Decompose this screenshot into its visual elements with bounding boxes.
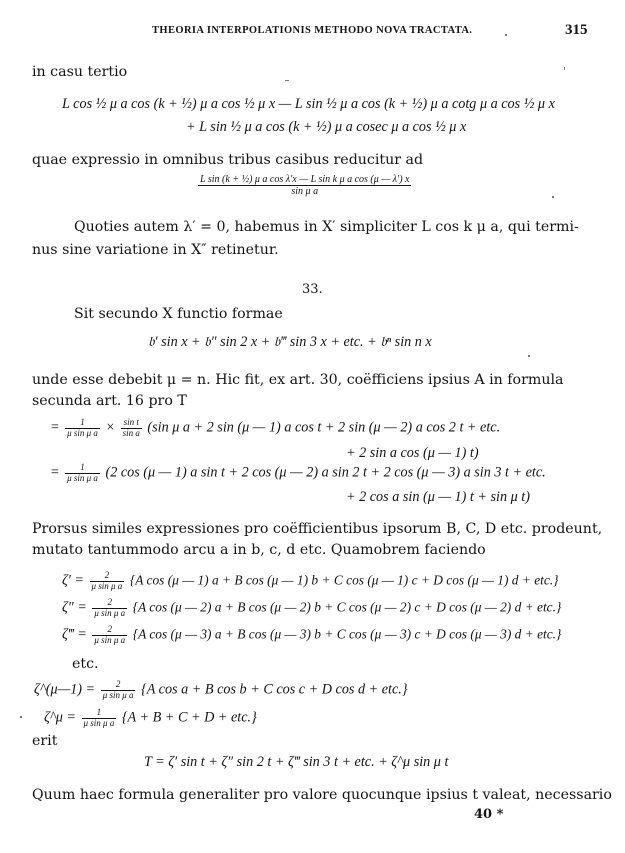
lhs: ζ^μ =	[44, 709, 76, 726]
etc-line: etc.	[72, 656, 99, 672]
text-line: unde esse debebit μ = n. Hic fit, ex art. 30, coëfficiens ipsius A in formula	[32, 372, 564, 388]
expression: {A + B + C + D + etc.}	[121, 709, 257, 726]
fraction	[82, 708, 117, 729]
equation-line: + 2 sin a cos (μ — 1) t)	[346, 445, 479, 461]
denominator: μ sin μ a	[83, 717, 115, 728]
text-line: erit	[32, 733, 58, 749]
scan-speck	[564, 67, 565, 70]
denominator: μ sin μ a	[67, 427, 98, 438]
denominator: μ sin μ a	[94, 607, 126, 618]
equals-sign: =	[50, 419, 60, 436]
lhs: ζ‴ =	[62, 626, 87, 643]
text-line: mutato tantummodo arcu a in b, c, d etc. Quamobrem faciendo	[32, 542, 486, 558]
scan-speck	[528, 355, 530, 357]
fraction	[198, 174, 411, 197]
zeta-definition	[62, 625, 561, 646]
equation-line: + 2 cos a sin (μ — 1) t + sin μ t)	[346, 489, 530, 505]
zeta-definition	[62, 571, 559, 592]
equation-line: 𝔟′ sin x + 𝔟″ sin 2 x + 𝔟‴ sin 3 x + etc. + 𝔟ⁿ sin n x	[148, 334, 432, 350]
fraction-expression	[196, 174, 413, 197]
signature-mark: 40 *	[474, 807, 504, 822]
text-line: Prorsus similes expressiones pro coëfficientibus ipsorum B, C, D etc. prodeunt,	[32, 521, 603, 537]
text-line: Sit secundo X functio formae	[74, 306, 283, 322]
denominator: μ sin μ a	[94, 634, 126, 645]
numerator: 1	[82, 708, 117, 719]
expression: {A cos (μ — 1) a + B cos (μ — 1) b + C cos (μ — 1) c + D cos (μ — 1) d + etc.}	[129, 572, 559, 588]
expression: {A cos a + B cos b + C cos c + D cos d + etc.}	[141, 681, 408, 698]
denominator: μ sin μ a	[102, 689, 134, 700]
text-line: nus sine variatione in X″ retinetur.	[32, 242, 279, 258]
fraction	[90, 571, 125, 592]
numerator: 2	[92, 598, 127, 609]
fraction	[65, 463, 100, 484]
times-sign: ×	[105, 419, 116, 436]
scan-speck	[552, 196, 554, 198]
text-line: quae expressio in omnibus tribus casibus reducitur ad	[32, 152, 424, 168]
numerator: 1	[65, 463, 100, 474]
zeta-definition	[62, 598, 561, 619]
scan-speck	[505, 34, 507, 36]
denominator: μ sin μ a	[91, 580, 123, 591]
lhs: ζ″ =	[62, 599, 87, 616]
fraction	[121, 418, 142, 439]
equals-sign: =	[50, 464, 60, 481]
fraction	[101, 680, 136, 701]
fraction	[92, 598, 127, 619]
denominator: μ sin μ a	[67, 472, 98, 483]
zeta-definition	[34, 680, 408, 701]
lhs: ζ^(μ—1) =	[34, 681, 96, 698]
numerator: 2	[101, 680, 136, 691]
numerator: 1	[65, 418, 100, 429]
section-number: 33.	[302, 282, 323, 297]
text-line: Quum haec formula generaliter pro valore quocunque ipsius t valeat, necessario	[32, 787, 612, 803]
equation-line	[50, 418, 500, 439]
numerator: 2	[92, 625, 127, 636]
equation-line	[50, 463, 546, 484]
equation-line: + L sin ½ μ a cos (k + ½) μ a cosec μ a cos ½ μ x	[186, 119, 467, 135]
lhs: ζ′ =	[62, 572, 84, 589]
scan-speck	[20, 716, 22, 718]
expression: (sin μ a + 2 sin (μ — 1) a cos t + 2 sin (μ — 2) a cos 2 t + etc.	[147, 419, 501, 436]
text-line: secunda art. 16 pro T	[32, 393, 187, 409]
numerator: 2	[90, 571, 125, 582]
equation-line: L cos ½ μ a cos (k + ½) μ a cos ½ μ x — L sin ½ μ a cos (k + ½) μ a cotg μ a cos ½ μ x	[62, 96, 555, 112]
numerator: L sin (k + ½) μ a cos λ′x — L sin k μ a cos (μ — λ′) x	[200, 174, 410, 185]
zeta-definition	[44, 708, 257, 729]
page-number: 315	[565, 22, 588, 38]
scan-speck	[285, 80, 289, 81]
text-line: in casu tertio	[32, 64, 128, 80]
denominator: sin a	[122, 427, 140, 438]
numerator: sin t	[121, 418, 142, 429]
expression: {A cos (μ — 2) a + B cos (μ — 2) b + C cos (μ — 2) c + D cos (μ — 2) d + etc.}	[132, 599, 562, 615]
equation-line: T = ζ′ sin t + ζ″ sin 2 t + ζ‴ sin 3 t + etc. + ζ^μ sin μ t	[144, 754, 449, 770]
text-line: Quoties autem λ′ = 0, habemus in X′ simpliciter L cos k μ a, qui termi-	[74, 219, 579, 235]
denominator: sin μ a	[291, 186, 319, 197]
running-header: THEORIA INTERPOLATIONIS METHODO NOVA TRACTATA.	[152, 25, 473, 36]
expression: {A cos (μ — 3) a + B cos (μ — 3) b + C cos (μ — 3) c + D cos (μ — 3) d + etc.}	[132, 626, 562, 642]
fraction	[92, 625, 127, 646]
fraction	[65, 418, 100, 439]
expression: (2 cos (μ — 1) a sin t + 2 cos (μ — 2) a sin 2 t + 2 cos (μ — 3) a sin 3 t + etc.	[105, 464, 546, 481]
